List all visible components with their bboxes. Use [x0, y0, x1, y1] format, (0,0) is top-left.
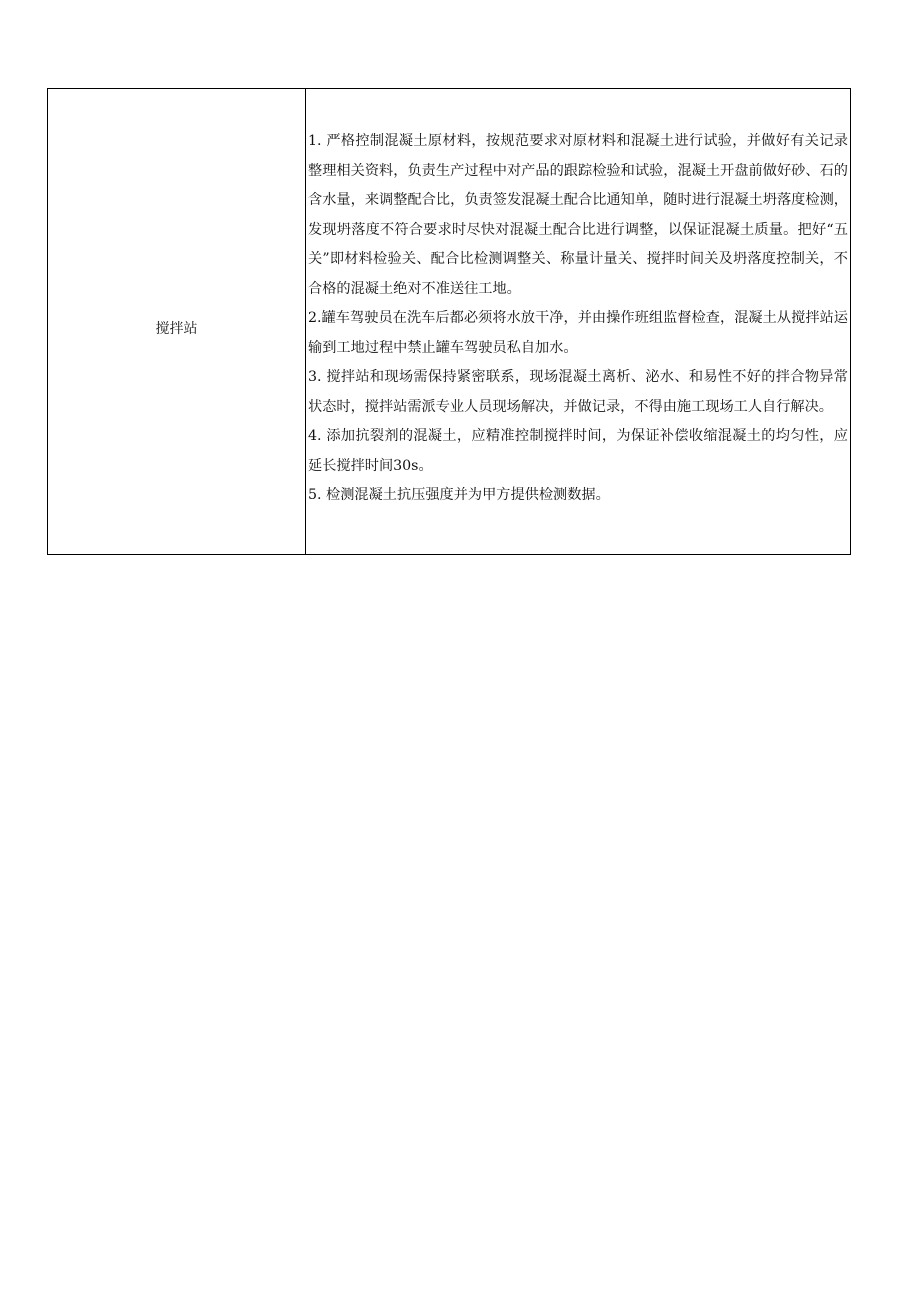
content-cell	[306, 89, 850, 554]
category-label: 搅拌站	[155, 320, 198, 337]
category-cell	[48, 89, 306, 554]
requirement-item-2: 2.罐车驾驶员在洗车后都必须将水放干净，并由操作班组监督检查，混凝土从搅拌站运输到工地过程中禁止罐车驾驶员私自加水。	[308, 310, 848, 356]
requirements-table	[47, 88, 851, 555]
requirement-item-3: 3. 搅拌站和现场需保持紧密联系，现场混凝土离析、泌水、和易性不好的拌合物异常状态时，搅拌站需派专业人员现场解决，并做记录，不得由施工现场工人自行解决。	[308, 369, 848, 415]
requirement-item-5: 5. 检测混凝土抗压强度并为甲方提供检测数据。	[308, 487, 610, 503]
requirement-item-1: 1. 严格控制混凝土原材料，按规范要求对原材料和混凝土进行试验，并做好有关记录整理相关资料，负责生产过程中对产品的跟踪检验和试验，混凝土开盘前做好砂、石的含水量，来调整配合比，负责签发混凝土配合比通知单，随时进行混凝土坍落度检测，发现坍落度不符合要求时尽快对混凝土配合比进行调整，以保证混凝土质量。把好“五关”即材料检验关、配合比检测调整关、称量计量关、搅拌时间关及坍落度控制关，不合格的混凝土绝对不准送往工地。	[308, 133, 848, 297]
requirement-item-4: 4. 添加抗裂剂的混凝土，应精准控制搅拌时间，为保证补偿收缩混凝土的均匀性，应延长搅拌时间30s。	[308, 428, 848, 474]
